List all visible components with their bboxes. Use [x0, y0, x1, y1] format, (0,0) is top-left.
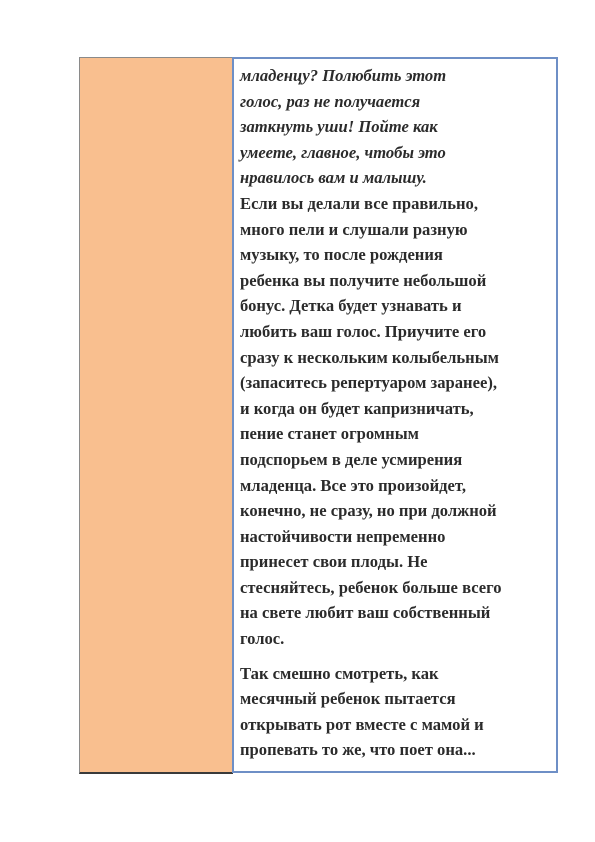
- text-line: конечно, не сразу, но при должной: [240, 501, 497, 521]
- text-line: Так смешно смотреть, как: [240, 663, 439, 683]
- layout-table: [79, 57, 558, 773]
- text-line: бонус. Детка будет узнавать и: [240, 296, 462, 316]
- text-line: голос.: [240, 629, 285, 649]
- text-line: и когда он будет капризничать,: [240, 398, 474, 418]
- text-line: сразу к нескольким колыбельным: [240, 347, 499, 367]
- text-line: на свете любит ваш собственный: [240, 603, 491, 623]
- text-line: много пели и слушали разную: [240, 219, 468, 239]
- text-line: любить ваш голос. Приучите его: [240, 321, 487, 341]
- left-decorative-cell: [79, 57, 233, 774]
- body-paragraph-2: [240, 661, 554, 763]
- text-line: заткнуть уши! Пойте как: [240, 117, 438, 137]
- text-line: младенца. Все это произойдет,: [240, 475, 466, 495]
- text-line: пение станет огромным: [240, 424, 419, 444]
- text-cell: [232, 57, 558, 773]
- text-line: подспорьем в деле усмирения: [240, 449, 463, 469]
- text-line: Если вы делали все правильно,: [240, 193, 478, 213]
- text-line: настойчивости непременно: [240, 526, 446, 546]
- text-line: ребенка вы получите небольшой: [240, 270, 487, 290]
- text-line: нравилось вам и малышу.: [240, 168, 427, 188]
- text-content: [240, 63, 554, 763]
- text-line: принесет свои плоды. Не: [240, 552, 428, 572]
- text-line: музыку, то после рождения: [240, 245, 443, 265]
- text-line: открывать рот вместе с мамой и: [240, 714, 484, 734]
- text-line: пропевать то же, что поет она...: [240, 740, 476, 760]
- text-line: стесняйтесь, ребенок больше всего: [240, 577, 502, 597]
- text-line: голос, раз не получается: [240, 91, 421, 111]
- text-line: (запаситесь репертуаром заранее),: [240, 373, 498, 393]
- body-paragraph-1: [240, 191, 554, 652]
- italic-paragraph: [240, 63, 554, 191]
- text-line: месячный ребенок пытается: [240, 689, 456, 709]
- text-line: умеете, главное, чтобы это: [240, 142, 446, 162]
- text-line: младенцу? Полюбить этот: [240, 66, 447, 85]
